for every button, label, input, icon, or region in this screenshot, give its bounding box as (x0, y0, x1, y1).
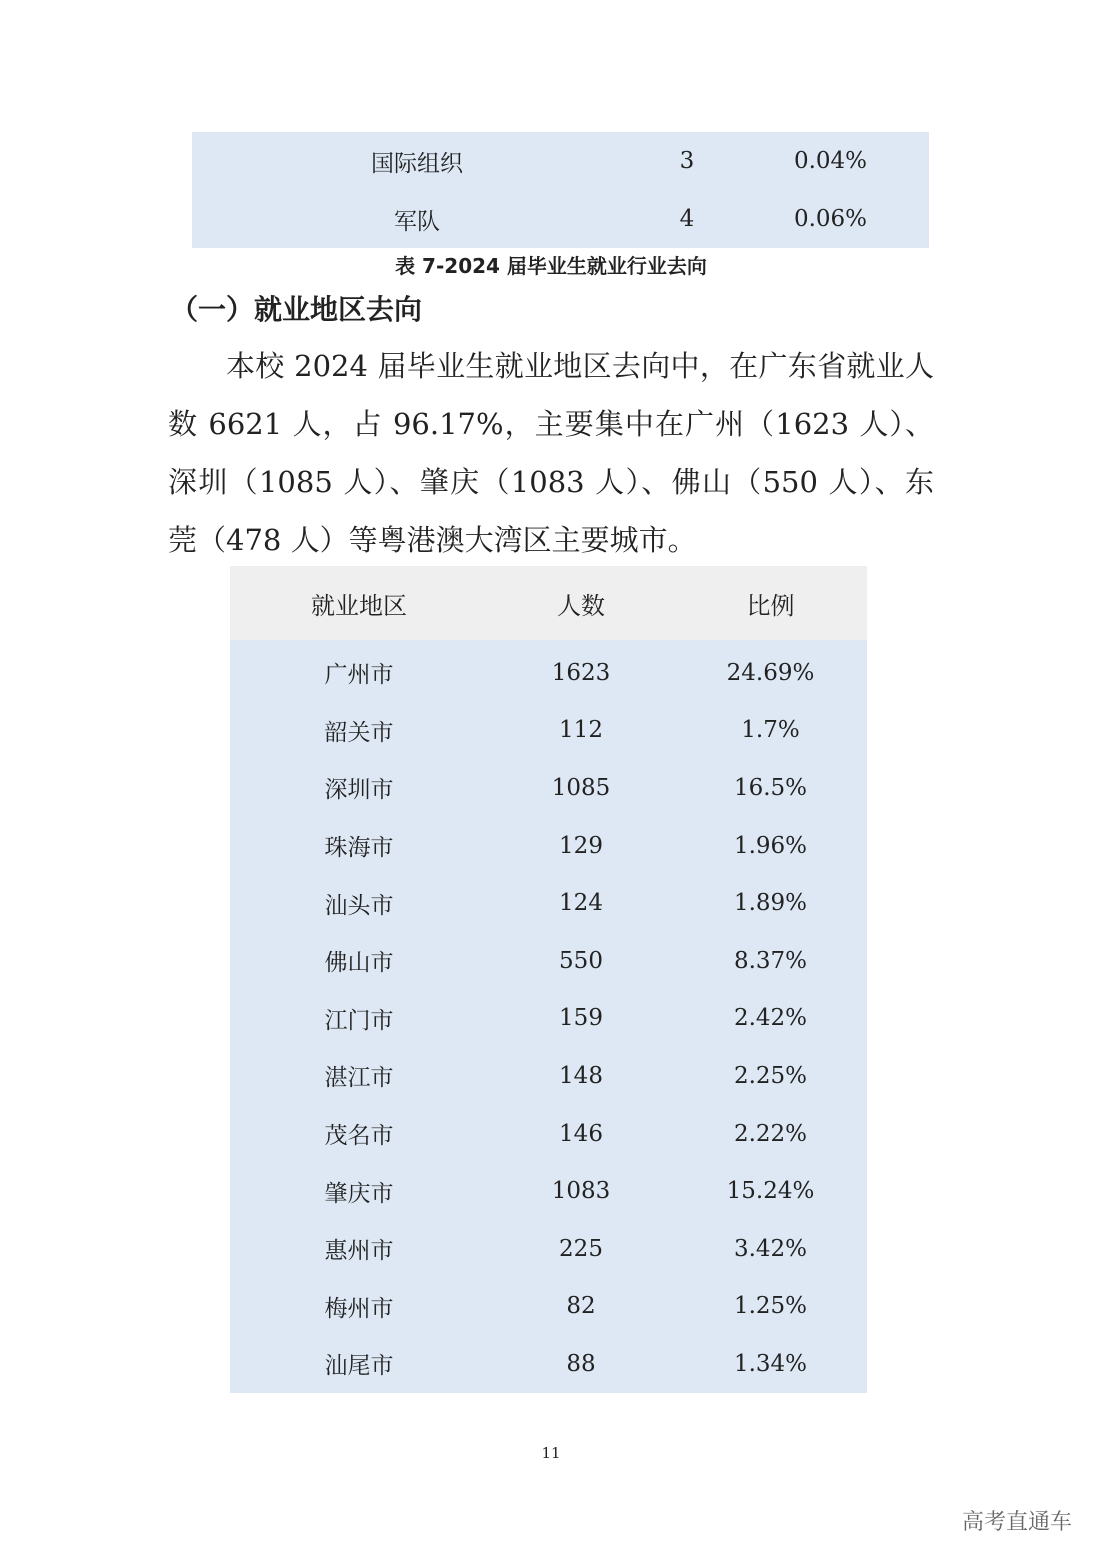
table-header-row (230, 566, 867, 640)
table-row (230, 702, 867, 760)
region-ratio: 1.25% (674, 1278, 867, 1336)
industry-name: 军队 (394, 208, 440, 235)
region-count: 124 (488, 874, 674, 932)
table-row (230, 1047, 867, 1105)
region-count: 112 (488, 702, 674, 760)
table-row (192, 132, 929, 190)
region-count: 159 (488, 990, 674, 1048)
region-ratio: 2.25% (674, 1047, 867, 1105)
table-row (230, 990, 867, 1048)
table-row (230, 1278, 867, 1336)
table-row (192, 190, 929, 248)
table-row (230, 1162, 867, 1220)
header-ratio: 比例 (674, 566, 867, 640)
region-ratio: 1.96% (674, 817, 867, 875)
header-count: 人数 (488, 566, 674, 640)
table-row (230, 817, 867, 875)
region-name: 惠州市 (230, 1220, 488, 1278)
region-ratio: 1.34% (674, 1335, 867, 1393)
region-name: 广州市 (230, 640, 488, 702)
region-count: 550 (488, 932, 674, 990)
region-ratio: 15.24% (674, 1162, 867, 1220)
region-name: 深圳市 (230, 759, 488, 817)
table-row (230, 1335, 867, 1393)
region-name: 佛山市 (230, 932, 488, 990)
region-count: 1085 (488, 759, 674, 817)
region-name: 汕尾市 (230, 1335, 488, 1393)
region-ratio: 2.22% (674, 1105, 867, 1163)
region-ratio: 24.69% (674, 640, 867, 702)
page-number: 11 (541, 1444, 561, 1462)
region-name: 湛江市 (230, 1047, 488, 1105)
region-name: 茂名市 (230, 1105, 488, 1163)
region-ratio: 3.42% (674, 1220, 867, 1278)
header-region: 就业地区 (230, 566, 488, 640)
region-count: 225 (488, 1220, 674, 1278)
region-ratio: 16.5% (674, 759, 867, 817)
industry-ratio: 0.04% (793, 148, 868, 174)
industry-count: 4 (679, 206, 695, 232)
region-count: 146 (488, 1105, 674, 1163)
table-caption: 表 7-2024 届毕业生就业行业去向 (395, 254, 707, 278)
industry-table-continuation (192, 132, 929, 248)
region-ratio: 1.89% (674, 874, 867, 932)
industry-name: 国际组织 (371, 150, 463, 177)
table-row (230, 874, 867, 932)
region-ratio: 2.42% (674, 990, 867, 1048)
region-name: 汕头市 (230, 874, 488, 932)
table-row (230, 932, 867, 990)
region-count: 88 (488, 1335, 674, 1393)
table-row (230, 759, 867, 817)
region-table (230, 566, 867, 1393)
table-row (230, 640, 867, 702)
industry-ratio: 0.06% (793, 206, 868, 232)
region-count: 1623 (488, 640, 674, 702)
region-name: 珠海市 (230, 817, 488, 875)
region-count: 1083 (488, 1162, 674, 1220)
region-count: 82 (488, 1278, 674, 1336)
section-heading: （一）就业地区去向 (170, 293, 423, 326)
region-name: 江门市 (230, 990, 488, 1048)
region-name: 韶关市 (230, 702, 488, 760)
table-row (230, 1220, 867, 1278)
region-ratio: 8.37% (674, 932, 867, 990)
region-name: 肇庆市 (230, 1162, 488, 1220)
body-paragraph: 本校 2024 届毕业生就业地区去向中，在广东省就业人数 6621 人，占 96.17%，主要集中在广州（1623 人）、深圳（1085 人）、肇庆（1083 人）、佛山（550 人）、东莞（478 人）等粤港澳大湾区主要城市。 (168, 349, 934, 557)
region-count: 148 (488, 1047, 674, 1105)
region-ratio: 1.7% (674, 702, 867, 760)
table-row (230, 1105, 867, 1163)
region-count: 129 (488, 817, 674, 875)
watermark-text: 高考直通车 (961, 1510, 1072, 1535)
industry-count: 3 (679, 148, 695, 174)
region-name: 梅州市 (230, 1278, 488, 1336)
